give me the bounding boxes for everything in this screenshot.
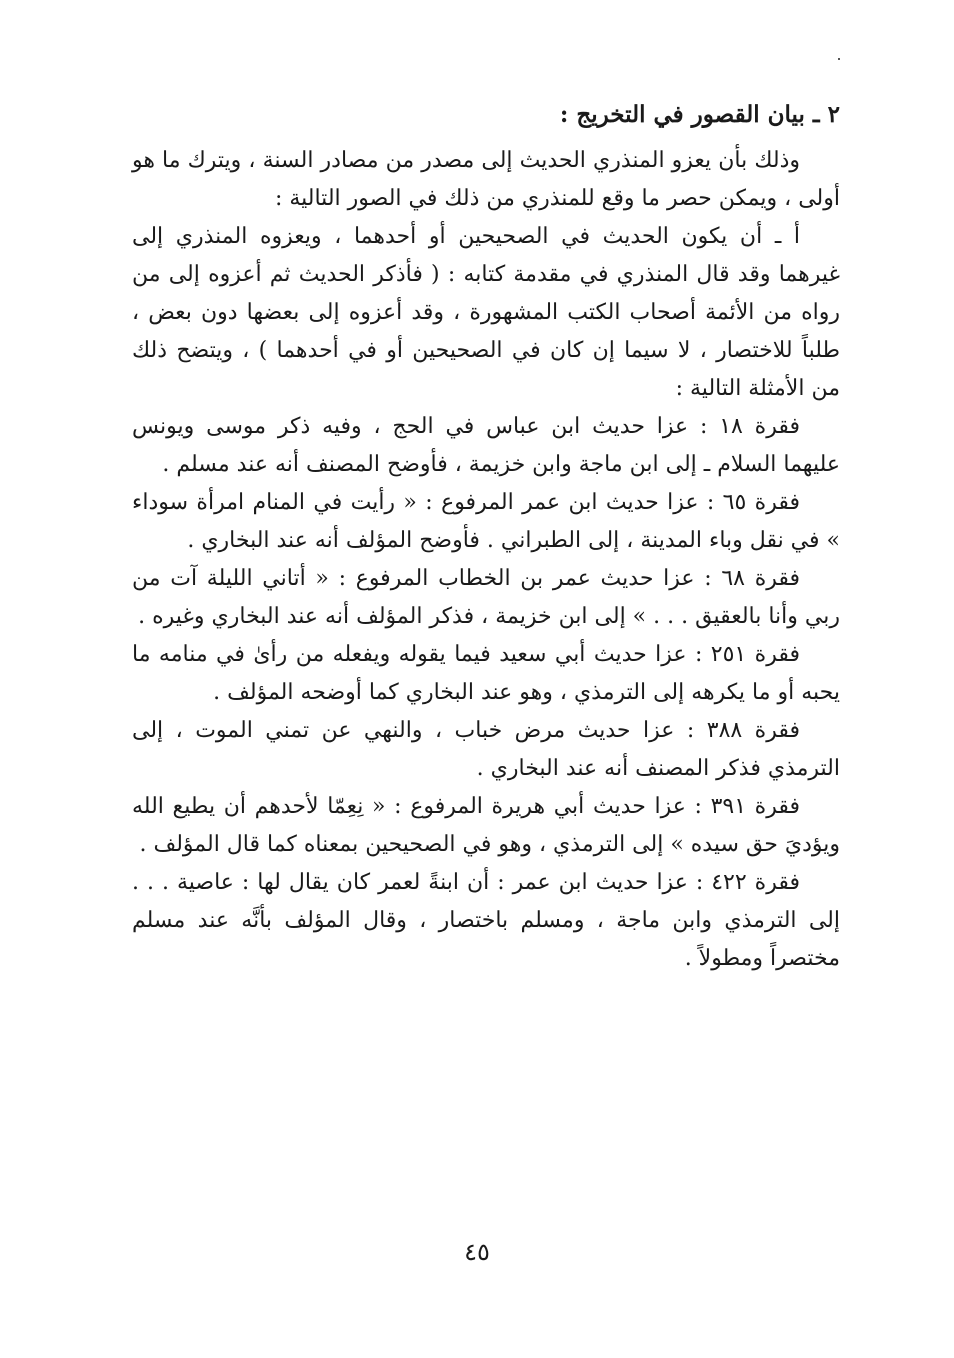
- scan-dot: [838, 58, 840, 60]
- paragraph-item-422: فقرة ٤٢٢ : عزا حديث ابن عمر : أن ابنةً لعمر كان يقال لها : عاصية . . . إلى الترمذي وابن ماجة ، ومسلم باختصار ، وقال المؤلف بأنَّه عند مسلم مختصراً ومطولاً .: [132, 870, 840, 971]
- paragraph-item-391: فقرة ٣٩١ : عزا حديث أبي هريرة المرفوع : « نِعِمّا لأحدهم أن يطيع الله ويؤديَ حق سيده » إلى الترمذي ، وهو في الصحيحين بمعناه كما قال المؤلف .: [132, 794, 840, 857]
- document-body: [132, 96, 840, 978]
- page-number: ٤٥: [464, 1238, 490, 1266]
- paragraph-item-18: فقرة ١٨ : عزا حديث ابن عباس في الحج ، وفيه ذكر موسى ويونس عليهما السلام ـ إلى ابن ماجة وابن خزيمة ، فأوضح المصنف أنه عند مسلم .: [132, 414, 840, 477]
- section-heading: ٢ ـ بيان القصور في التخريج :: [559, 101, 840, 128]
- paragraph-item-68: فقرة ٦٨ : عزا حديث عمر بن الخطاب المرفوع : « أتاني الليلة آت من ربي وأنا بالعقيق . . . » إلى ابن خزيمة ، فذكر المؤلف أنه عند البخاري وغيره .: [132, 566, 840, 629]
- paragraph-item-388: فقرة ٣٨٨ : عزا حديث مرض خباب ، والنهي عن تمني الموت ، إلى الترمذي فذكر المصنف أنه عند البخاري .: [132, 718, 840, 781]
- paragraph-item-251: فقرة ٢٥١ : عزا حديث أبي سعيد فيما يقوله ويفعله من رأىٰ في منامه ما يحبه أو ما يكرهه إلى الترمذي ، وهو عند البخاري كما أوضحه المؤلف .: [132, 642, 840, 705]
- paragraph-case-a: أ ـ أن يكون الحديث في الصحيحين أو أحدهما ، ويعزوه المنذري إلى غيرهما وقد قال المنذري في مقدمة كتابه : ( فأذكر الحديث ثم أعزوه إلى من رواه من الأئمة أصحاب الكتب المشهورة ، وقد أعزوه إلى بعضها دون بعض ، طلباً للاختصار ، لا سيما إن كان في الصحيحين أو في أحدهما ) ، ويتضح ذلك من الأمثلة التالية :: [132, 224, 840, 401]
- paragraph-item-65: فقرة ٦٥ : عزا حديث ابن عمر المرفوع : « رأيت في المنام امرأة سوداء » في نقل وباء المدينة ، إلى الطبراني . فأوضح المؤلف أنه عند البخاري .: [132, 490, 840, 553]
- paragraph-intro: وذلك بأن يعزو المنذري الحديث إلى مصدر من مصادر السنة ، ويترك ما هو أولى ، ويمكن حصر ما وقع للمنذري من ذلك في الصور التالية :: [132, 148, 840, 211]
